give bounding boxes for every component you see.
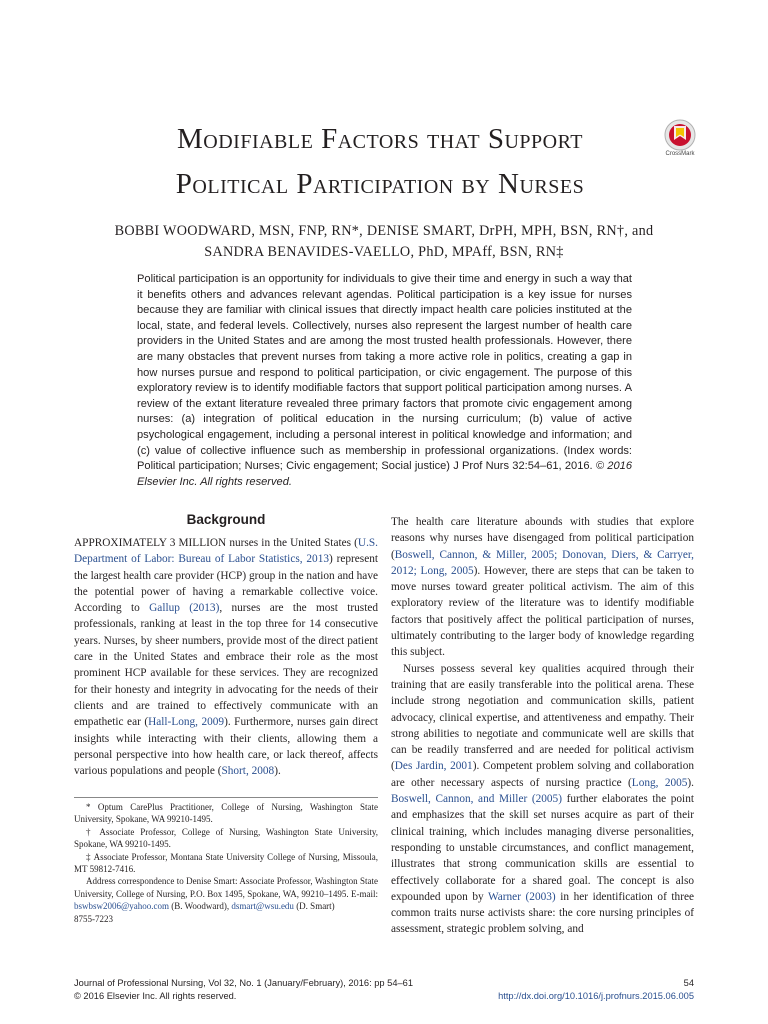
footnote-2: † Associate Professor, College of Nursing, Washington State University, Spokane, WA 99210-1495. (74, 826, 378, 850)
article-title (100, 117, 660, 207)
background-paragraph (74, 535, 378, 779)
citation-link[interactable]: Hall-Long, 2009 (148, 716, 225, 729)
text-run: , nurses are the most trusted professionals, ranking at least in the top three for 14 consecutive years. Nurses, by sheer numbers, provide most of the direct patient care in the United States and embrace their role as the most prominent HCP available for these services. They are recognized for their honesty and integrity in advocating for the needs of their clients and are trained to effectively communicate with an empathetic ear ( (74, 602, 378, 729)
correspondence-address (74, 875, 378, 912)
authors-line-2: SANDRA BENAVIDES-VAELLO, PhD, MPAff, BSN, RN‡ (204, 244, 564, 260)
text-run: ). Furthermore, nurses gain direct insights while interacting with their clients, allowing them a personal perspective into how health care, or lack thereof, affects various populations and people ( (74, 716, 378, 778)
page-number: 54 (683, 978, 694, 988)
abstract-copyright: © 2016 Elsevier Inc. All rights reserved. (137, 460, 632, 488)
citation-link[interactable]: U.S. Department of Labor: Bureau of Labor Statistics, 2013 (74, 537, 378, 566)
right-column (391, 514, 694, 938)
citation-link[interactable]: Des Jardin, 2001 (394, 760, 473, 773)
footnote-3: ‡ Associate Professor, Montana State University College of Nursing, Missoula, MT 59812-7416. (74, 851, 378, 875)
crossmark-label: CrossMark (665, 151, 695, 157)
qualities-paragraph (391, 661, 694, 938)
footer-copyright: © 2016 Elsevier Inc. All rights reserved. (74, 991, 237, 1001)
footnotes (74, 801, 378, 925)
journal-citation: Journal of Professional Nursing, Vol 32, No. 1 (January/February), 2016: pp 54–61 (74, 978, 414, 988)
author-list (80, 221, 688, 263)
text-run: APPROXIMATELY 3 MILLION nurses in the United States ( (74, 537, 358, 549)
text-run: (D. Smart) (293, 901, 335, 912)
text-run: ). (687, 776, 695, 789)
citation-link[interactable]: Gallup (2013) (149, 602, 220, 615)
footnote-1: * Optum CarePlus Practitioner, College of Nursing, Washington State University, Spokane, WA 99210-1495. (74, 802, 378, 825)
abstract-text: Political participation is an opportunity for individuals to give their time and energy in such a way that it benefits others and advances relevant agendas. Political participation is a key issue for nurses because they are familiar with clinical issues that directly impact health care policies instituted at the local, state, and federal levels. Collectively, nurses also represent the largest number of health care providers in the United States and are among the most trusted health professionals. However, there are many obstacles that prevent nurses from taking a more active role in politics, creating a gap in how nurses pursue and respond to political participation, or civic engagement. The purpose of this exploratory review is to identify modifiable factors that support political participation among nurses. A review of the extant literature revealed three primary factors that promote civic engagement among nurses: (a) integration of political education in the nursing curriculum; (b) value of active psychological engagement, including a personal interest in political knowledge and information; and (c) value of collective influence such as membership in professional organizations. (Index words: Political participation; Nurses; Civic engagement; Social justice) J Prof Nurs 32:54–61, 2016. (137, 273, 632, 473)
text-run: in her identification of three common traits nurse activists share: the core nursing principles of assessment, strategic problem solving, and (391, 890, 694, 936)
footnote-divider (74, 797, 378, 798)
doi-link[interactable]: http://dx.doi.org/10.1016/j.profnurs.2015.06.005 (498, 991, 694, 1001)
text-run: The health care literature abounds with studies that explore reasons why nurses have disengaged from political participation ( (391, 516, 694, 561)
citation-link[interactable]: Boswell, Cannon, & Miller, 2005; Donovan, Diers, & Carryer, 2012; Long, 2005 (391, 548, 694, 577)
abstract (137, 272, 632, 490)
literature-paragraph (391, 514, 694, 661)
text-run: ). (274, 765, 281, 778)
text-run: Address correspondence to Denise Smart: Associate Professor, Washington State University, College of Nursing, P.O. Box 1495, Spokane, WA, 99210–1495. E-mail: (74, 876, 378, 899)
authors-line-1: BOBBI WOODWARD, MSN, FNP, RN*, DENISE SMART, DrPH, MPH, BSN, RN†, and (114, 223, 654, 239)
text-run: further elaborates the point and emphasizes that the skill set nurses acquire as part of their clinical training, which includes managing diverse personalities, responding to unstable circumstances, and conflict management, illustrates that strong communication skills are essential to effectively collaborate for a shared goal. The concept is also expounded upon by (391, 793, 694, 903)
citation-link[interactable]: Short, 2008 (221, 765, 275, 778)
text-run: ). Competent problem solving and collaboration are other necessary aspects of nursing practice ( (391, 760, 694, 789)
footer-right (444, 977, 694, 1003)
text-run: ) represent the largest health care provider (HCP) group in the nation and have the potential power of having a remarkable collective voice. According to (74, 553, 379, 615)
citation-link[interactable]: Warner (2003) (488, 890, 556, 903)
email-link[interactable]: bswbsw2006@yahoo.com (74, 901, 170, 912)
left-column (74, 512, 378, 779)
text-run: (B. Woodward), (169, 901, 232, 912)
text-run: Nurses possess several key qualities acquired through their training that are easily transferable into the political arena. These include strong negotiation and communication skills, patient advocacy, clinical expertise, and attentiveness and empathy. Their strong abilities to negotiate and communicate well are skills that can be readily transferred and are needed for political activism ( (391, 662, 694, 773)
title-line-1: Modifiable Factors that Support (177, 123, 583, 155)
section-heading-background: Background (186, 512, 266, 527)
email-link[interactable]: dsmart@wsu.edu (231, 901, 294, 912)
text-run: ). However, there are steps that can be taken to move nurses toward greater political activism. The aim of this exploratory review of the literature was to identify modifiable factors that positively affect the political participation of nurses, ultimately contributing to the larger body of knowledge regarding this subject. (391, 564, 694, 659)
citation-link[interactable]: Boswell, Cannon, and Miller (2005) (391, 793, 562, 806)
issn: 8755-7223 (74, 913, 113, 924)
citation-link[interactable]: Long, 2005 (631, 776, 688, 789)
title-line-2: Political Participation by Nurses (175, 168, 585, 200)
